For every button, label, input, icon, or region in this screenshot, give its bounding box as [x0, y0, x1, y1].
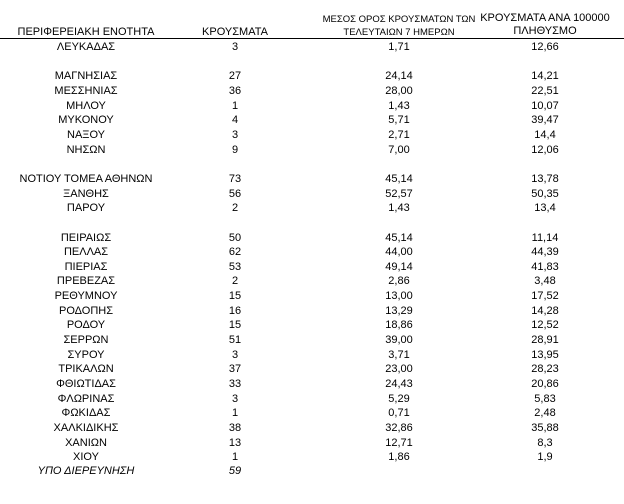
cell-per100k: 50,35 [531, 188, 559, 200]
cell-region: ΝΟΤΙΟΥ ΤΟΜΕΑ ΑΘΗΝΩΝ [19, 173, 153, 185]
cell-per100k: 11,14 [531, 232, 559, 244]
table-row [0, 392, 624, 406]
cell-per100k: 3,48 [534, 275, 556, 287]
header-per100k-line2: ΠΛΗΘΥΣΜΟ [513, 25, 577, 37]
table-row [0, 421, 624, 435]
table-row [0, 348, 624, 362]
cell-avg7: 45,14 [385, 173, 413, 185]
cell-cases: 2 [231, 275, 239, 287]
cell-per100k: 22,51 [531, 85, 559, 97]
cell-per100k: 8,3 [537, 437, 553, 449]
table-row [0, 406, 624, 420]
cell-per100k: 13,78 [531, 173, 559, 185]
header-region: ΠΕΡΙΦΕΡΕΙΑΚΗ ΕΝΟΤΗΤΑ [17, 26, 155, 38]
cell-region: ΦΛΩΡΙΝΑΣ [57, 393, 115, 405]
cell-per100k: 12,52 [531, 319, 559, 331]
cell-cases: 1 [231, 407, 239, 419]
cell-per100k: 1,9 [537, 451, 553, 463]
cell-region: ΥΠΟ ΔΙΕΡΕΥΝΗΣΗ [37, 465, 135, 477]
cell-region: ΦΘΙΩΤΙΔΑΣ [56, 378, 116, 390]
cell-avg7: 1,43 [388, 100, 410, 112]
cell-cases: 15 [228, 319, 242, 331]
cell-cases: 73 [228, 173, 242, 185]
table-row [0, 333, 624, 347]
cell-avg7: 2,71 [388, 129, 410, 141]
cell-cases: 62 [228, 246, 242, 258]
cell-cases: 36 [228, 85, 242, 97]
cell-region: ΜΕΣΣΗΝΙΑΣ [54, 85, 118, 97]
cell-region: ΡΕΘΥΜΝΟΥ [54, 290, 118, 302]
cell-per100k: 14,4 [534, 129, 556, 141]
cell-avg7: 3,71 [388, 349, 410, 361]
cell-avg7: 52,57 [385, 188, 413, 200]
cell-avg7: 24,43 [385, 378, 413, 390]
cell-region: ΣΥΡΟΥ [67, 349, 105, 361]
header-cases: ΚΡΟΥΣΜΑΤΑ [202, 26, 268, 38]
cell-cases: 16 [228, 305, 242, 317]
cell-per100k: 5,83 [534, 393, 556, 405]
cell-per100k: 41,83 [531, 261, 559, 273]
table-row [0, 99, 624, 113]
cell-region: ΞΑΝΘΗΣ [63, 188, 109, 200]
cell-region: ΡΟΔΟΠΗΣ [58, 305, 114, 317]
cell-region: ΦΩΚΙΔΑΣ [61, 407, 111, 419]
header-avg7-line2: ΤΕΛΕΥΤΑΙΩΝ 7 ΗΜΕΡΩΝ [343, 27, 455, 38]
cell-cases: 3 [231, 41, 239, 53]
cell-per100k: 14,28 [531, 305, 559, 317]
cell-per100k: 39,47 [531, 114, 559, 126]
table-row [0, 187, 624, 201]
table-row [0, 377, 624, 391]
cell-region: ΠΑΡΟΥ [66, 202, 106, 214]
cell-avg7: 32,86 [385, 422, 413, 434]
table-row [0, 260, 624, 274]
cell-avg7: 2,86 [388, 275, 410, 287]
table-row [0, 318, 624, 332]
cell-region: ΛΕΥΚΑΔΑΣ [56, 41, 116, 53]
cell-cases: 27 [228, 70, 242, 82]
cell-region: ΜΑΓΝΗΣΙΑΣ [54, 70, 118, 82]
cell-per100k: 17,52 [531, 290, 559, 302]
cell-avg7: 39,00 [385, 334, 413, 346]
cell-avg7: 28,00 [385, 85, 413, 97]
cell-region: ΠΙΕΡΙΑΣ [64, 261, 108, 273]
cell-cases: 4 [231, 114, 239, 126]
table-row [0, 69, 624, 83]
cell-region: ΡΟΔΟΥ [66, 319, 106, 331]
cell-avg7: 1,86 [388, 451, 410, 463]
cell-region: ΧΑΛΚΙΔΙΚΗΣ [53, 422, 119, 434]
cell-avg7: 7,00 [388, 144, 410, 156]
table-row [0, 274, 624, 288]
cell-cases: 50 [228, 232, 242, 244]
cell-cases: 3 [231, 349, 239, 361]
cell-avg7: 49,14 [385, 261, 413, 273]
cell-region: ΠΕΙΡΑΙΩΣ [60, 232, 112, 244]
cell-per100k: 44,39 [531, 246, 559, 258]
cell-per100k: 35,88 [531, 422, 559, 434]
cell-region: ΠΕΛΛΑΣ [63, 246, 109, 258]
cell-per100k: 28,23 [531, 363, 559, 375]
cell-per100k: 12,06 [531, 144, 559, 156]
cell-cases: 51 [228, 334, 242, 346]
cell-avg7: 44,00 [385, 246, 413, 258]
table-row [0, 450, 624, 464]
cell-cases: 56 [228, 188, 242, 200]
cell-avg7: 1,71 [388, 41, 410, 53]
table-row [0, 289, 624, 303]
table-row [0, 84, 624, 98]
cell-cases: 59 [228, 465, 242, 477]
header-avg7-line1: ΜΕΣΟΣ ΟΡΟΣ ΚΡΟΥΣΜΑΤΩΝ ΤΩΝ [322, 14, 476, 25]
cell-cases: 33 [228, 378, 242, 390]
cell-avg7: 5,29 [388, 393, 410, 405]
cell-region: ΝΗΣΩΝ [66, 144, 106, 156]
cell-per100k: 10,07 [531, 100, 559, 112]
cell-per100k: 20,86 [531, 378, 559, 390]
cell-cases: 1 [231, 100, 239, 112]
cell-per100k: 13,95 [531, 349, 559, 361]
cell-per100k: 2,48 [534, 407, 556, 419]
header-per100k-line1: ΚΡΟΥΣΜΑΤΑ ΑΝΑ 100000 [480, 12, 610, 24]
cell-region: ΧΑΝΙΩΝ [65, 437, 107, 449]
cell-avg7: 1,43 [388, 202, 410, 214]
table-row [0, 143, 624, 157]
cell-cases: 13 [228, 437, 242, 449]
cell-region: ΧΙΟΥ [73, 451, 99, 463]
cell-cases: 9 [231, 144, 239, 156]
cell-cases: 37 [228, 363, 242, 375]
cell-cases: 53 [228, 261, 242, 273]
table-row [0, 128, 624, 142]
cell-cases: 1 [231, 451, 239, 463]
cell-per100k: 13,4 [534, 202, 556, 214]
table-row [0, 362, 624, 376]
table-row [0, 304, 624, 318]
cell-avg7: 45,14 [385, 232, 413, 244]
cell-region: ΝΑΞΟΥ [67, 129, 105, 141]
table-row [0, 436, 624, 450]
cell-per100k: 28,91 [531, 334, 559, 346]
cell-avg7: 13,29 [385, 305, 413, 317]
cell-per100k: 12,66 [531, 41, 559, 53]
table-row [0, 245, 624, 259]
cell-avg7: 0,71 [388, 407, 410, 419]
cell-region: ΣΕΡΡΩΝ [63, 334, 109, 346]
cell-avg7: 23,00 [385, 363, 413, 375]
cell-avg7: 12,71 [385, 437, 413, 449]
cell-region: ΠΡΕΒΕΖΑΣ [56, 275, 116, 287]
cell-cases: 15 [228, 290, 242, 302]
cell-cases: 38 [228, 422, 242, 434]
table-row [0, 201, 624, 215]
cell-region: ΤΡΙΚΑΛΩΝ [58, 363, 114, 375]
cell-avg7: 24,14 [385, 70, 413, 82]
cell-avg7: 5,71 [388, 114, 410, 126]
table-row [0, 172, 624, 186]
cell-region: ΜΗΛΟΥ [66, 100, 106, 112]
cell-avg7: 18,86 [385, 319, 413, 331]
table-row [0, 113, 624, 127]
table-row [0, 231, 624, 245]
cell-avg7: 13,00 [385, 290, 413, 302]
cell-per100k: 14,21 [531, 70, 559, 82]
cell-region: ΜΥΚΟΝΟΥ [58, 114, 114, 126]
cell-cases: 3 [231, 393, 239, 405]
table-row [0, 40, 624, 54]
cell-cases: 2 [231, 202, 239, 214]
table-row-under-investigation [0, 464, 624, 478]
cell-cases: 3 [231, 129, 239, 141]
